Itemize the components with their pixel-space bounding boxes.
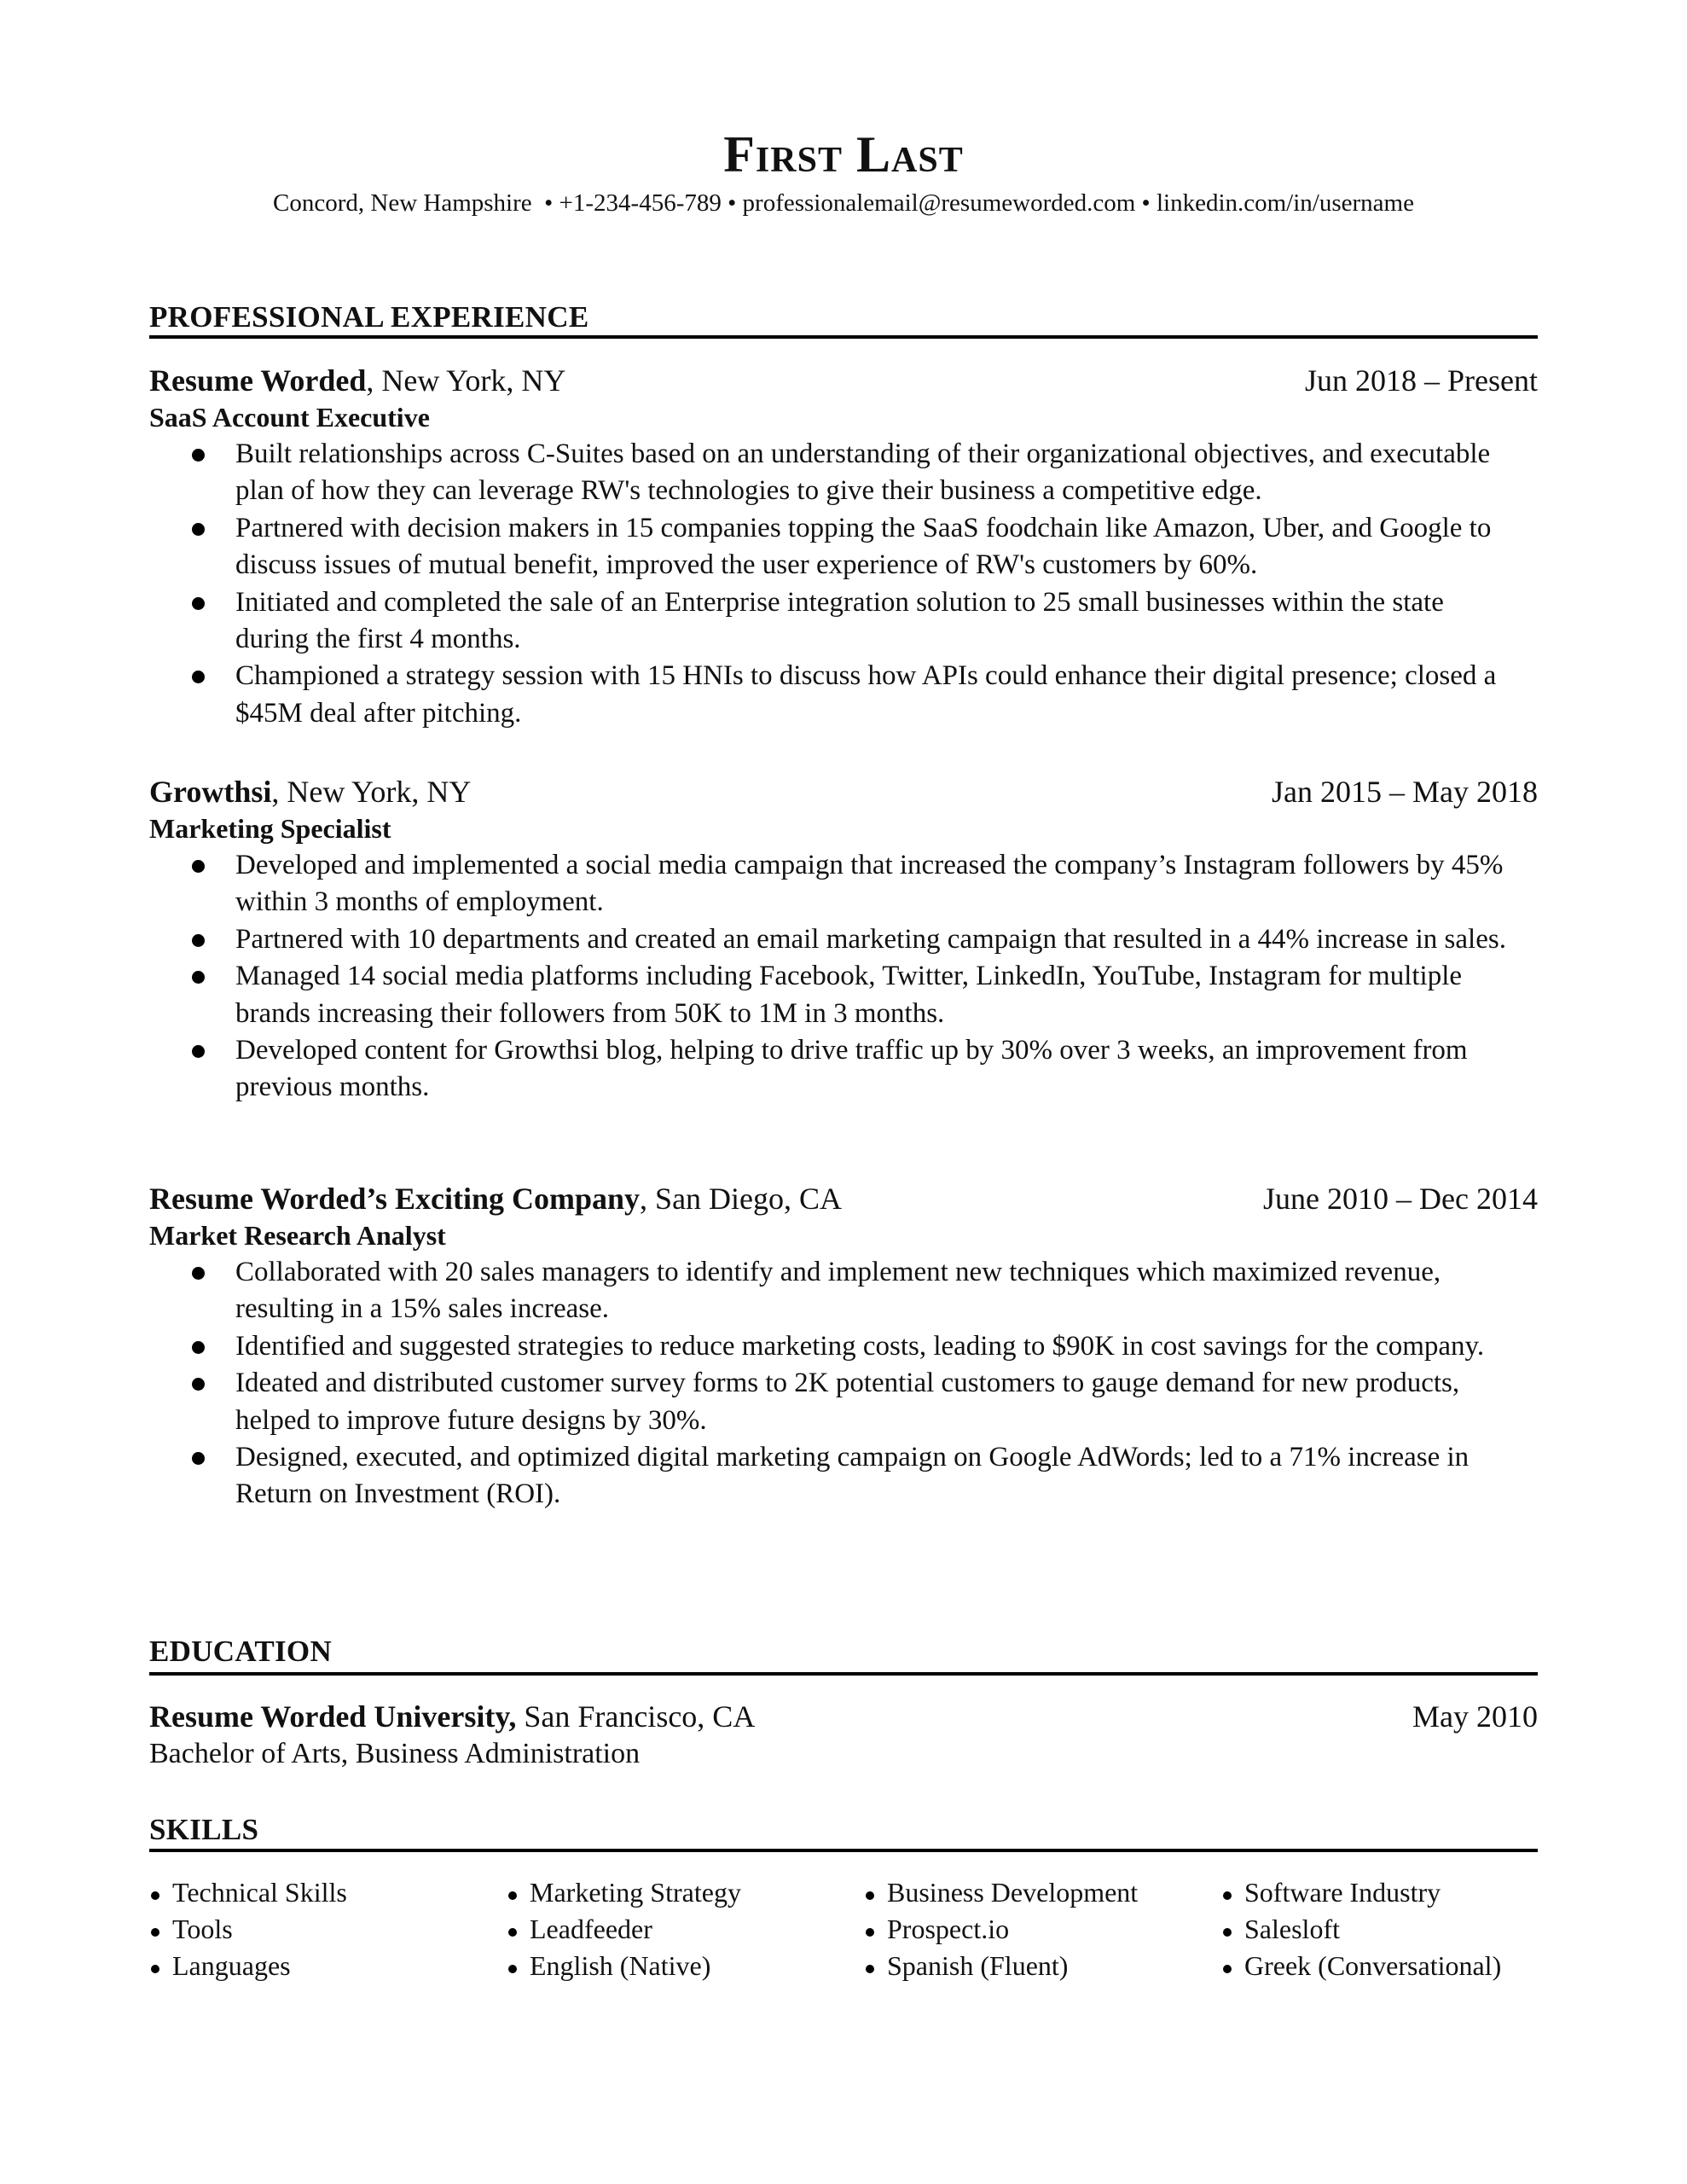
skill-label: Leadfeeder [530, 1914, 652, 1944]
bullet-icon [192, 449, 205, 462]
separator-bullet: • [1141, 189, 1151, 217]
bullet-text: Championed a strategy session with 15 HNIs to discuss how APIs could enhance their digital presence; closed a $45M deal after pitching. [235, 660, 1497, 729]
bullet-text: Identified and suggested strategies to reduce marketing costs, leading to $90K in cost savings for the company. [235, 1330, 1485, 1362]
skill-item [1221, 1948, 1579, 1984]
skills-grid [149, 1874, 1538, 1984]
bullet-icon [192, 523, 205, 536]
job-header [149, 773, 1538, 810]
contact-phone: +1-234-456-789 [559, 189, 722, 217]
skill-label: Greek (Conversational) [1244, 1950, 1502, 1981]
job-dates: Jan 2015 – May 2018 [1272, 775, 1538, 809]
skill-item [864, 1948, 1221, 1984]
bullet-text: Built relationships across C-Suites based on an understanding of their organizational objectives, and executable plan of how they can leverage RW's technologies to give their business a competitive edge. [235, 439, 1491, 507]
bullet-icon [192, 597, 205, 610]
bullet-text: Partnered with 10 departments and created an email marketing campaign that resulted in a 44% increase in sales. [235, 923, 1506, 955]
skill-item [864, 1911, 1221, 1948]
job-bullets [149, 436, 1538, 732]
bullet-icon [866, 1965, 874, 1973]
bullet-text: Initiated and completed the sale of an Enterprise integration solution to 25 small businesses within the state during the first 4 months. [235, 586, 1444, 655]
skill-item [864, 1874, 1221, 1911]
skill-item [149, 1948, 507, 1984]
skill-item [507, 1948, 864, 1984]
bullet-icon [866, 1891, 874, 1900]
job-company: Resume Worded [149, 363, 367, 398]
bullet-icon [1223, 1891, 1232, 1900]
list-item [149, 921, 1523, 958]
job-dates: June 2010 – Dec 2014 [1263, 1182, 1538, 1216]
bullet-icon [508, 1928, 517, 1937]
skill-item [1221, 1874, 1579, 1911]
bullet-icon [508, 1891, 517, 1900]
bullet-icon [192, 671, 205, 683]
job-dates: Jun 2018 – Present [1305, 363, 1538, 398]
section-heading-education: EDUCATION [149, 1635, 333, 1668]
education-entry [149, 1698, 1538, 1772]
list-item [149, 847, 1523, 921]
section-heading-skills: SKILLS [149, 1813, 259, 1846]
job-entry [149, 773, 1538, 1107]
candidate-name: First Last [723, 126, 964, 183]
bullet-text: Collaborated with 20 sales managers to identify and implement new techniques which maximized revenue, resulting in a 15% sales increase. [235, 1257, 1441, 1325]
bullet-icon [192, 1341, 205, 1354]
skill-label: Business Development [887, 1877, 1139, 1908]
list-item [149, 1439, 1523, 1513]
bullet-icon [866, 1928, 874, 1937]
skill-item [149, 1911, 507, 1948]
job-company: Resume Worded’s Exciting Company [149, 1182, 641, 1216]
education-date: May 2010 [1412, 1699, 1538, 1734]
list-item [149, 1328, 1523, 1365]
bullet-text: Ideated and distributed customer survey forms to 2K potential customers to gauge demand for new products, helped to improve future designs by 30%. [235, 1368, 1460, 1436]
section-divider [149, 1849, 1538, 1852]
bullet-icon [1223, 1928, 1232, 1937]
list-item [149, 584, 1523, 659]
separator-bullet: • [728, 189, 737, 217]
degree: Bachelor of Arts, Business Administration [149, 1738, 641, 1769]
contact-line [149, 188, 1538, 218]
section-divider [149, 335, 1538, 339]
list-item [149, 510, 1523, 584]
contact-email[interactable]: professionalemail@resumeworded.com [742, 189, 1136, 217]
skill-label: Languages [172, 1950, 291, 1981]
skill-label: English (Native) [530, 1950, 711, 1981]
job-bullets [149, 1254, 1538, 1513]
job-location: , San Diego, CA [640, 1182, 843, 1216]
list-item [149, 1365, 1523, 1439]
skill-item [507, 1911, 864, 1948]
list-item [149, 1032, 1523, 1107]
job-title: SaaS Account Executive [149, 402, 430, 433]
bullet-text: Designed, executed, and optimized digital marketing campaign on Google AdWords; led to a 71% increase in Return on Investment (ROI). [235, 1442, 1470, 1510]
school-location [149, 1698, 755, 1735]
bullet-icon [508, 1965, 517, 1973]
job-location: , New York, NY [366, 363, 566, 398]
education-header [149, 1698, 1538, 1735]
bullet-icon [192, 934, 205, 947]
bullet-icon [192, 971, 205, 984]
section-divider [149, 1672, 1538, 1676]
skill-item [149, 1874, 507, 1911]
list-item [149, 1254, 1523, 1328]
bullet-icon [192, 1452, 205, 1465]
job-entry [149, 1180, 1538, 1513]
job-location: , New York, NY [271, 775, 472, 809]
skill-label: Software Industry [1244, 1877, 1441, 1908]
bullet-icon [151, 1928, 159, 1937]
bullet-text: Partnered with decision makers in 15 companies topping the SaaS foodchain like Amazon, Uber, and Google to discuss issues of mutual benefit, improved the user experience of RW's customers by 60%. [235, 512, 1492, 581]
list-item [149, 658, 1523, 732]
skill-label: Spanish (Fluent) [887, 1950, 1069, 1981]
bullet-text: Developed and implemented a social media campaign that increased the company’s Instagram followers by 45% within 3 months of employment. [235, 850, 1504, 918]
list-item [149, 958, 1523, 1032]
job-header [149, 1180, 1538, 1217]
section-heading-experience: PROFESSIONAL EXPERIENCE [149, 300, 589, 334]
bullet-text: Developed content for Growthsi blog, helping to drive traffic up by 30% over 3 weeks, an improvement from previous months. [235, 1035, 1468, 1103]
skill-label: Tools [172, 1914, 233, 1944]
bullet-text: Managed 14 social media platforms including Facebook, Twitter, LinkedIn, YouTube, Instagram for multiple brands increasing their followers from 50K to 1M in 3 months. [235, 961, 1463, 1029]
job-company-location [149, 1180, 842, 1217]
bullet-icon [151, 1965, 159, 1973]
bullet-icon [192, 1378, 205, 1391]
skill-label: Marketing Strategy [530, 1877, 741, 1908]
contact-linkedin[interactable]: linkedin.com/in/username [1156, 189, 1414, 217]
job-company-location [149, 362, 565, 399]
job-company: Growthsi [149, 775, 272, 809]
school-location-text: San Francisco, CA [516, 1699, 756, 1734]
skill-item [507, 1874, 864, 1911]
skill-label: Salesloft [1244, 1914, 1340, 1944]
list-item [149, 436, 1523, 510]
skill-label: Technical Skills [172, 1877, 347, 1908]
bullet-icon [192, 860, 205, 873]
bullet-icon [192, 1267, 205, 1280]
job-entry [149, 362, 1538, 732]
separator-bullet: • [544, 189, 554, 217]
job-header [149, 362, 1538, 399]
bullet-icon [151, 1891, 159, 1900]
job-bullets [149, 847, 1538, 1107]
skill-item [1221, 1911, 1579, 1948]
job-title: Marketing Specialist [149, 813, 391, 844]
school-name: Resume Worded University, [149, 1699, 517, 1734]
skill-label: Prospect.io [887, 1914, 1010, 1944]
contact-location: Concord, New Hampshire [273, 189, 532, 217]
job-title: Market Research Analyst [149, 1220, 446, 1251]
bullet-icon [192, 1045, 205, 1058]
job-company-location [149, 773, 471, 810]
bullet-icon [1223, 1965, 1232, 1973]
